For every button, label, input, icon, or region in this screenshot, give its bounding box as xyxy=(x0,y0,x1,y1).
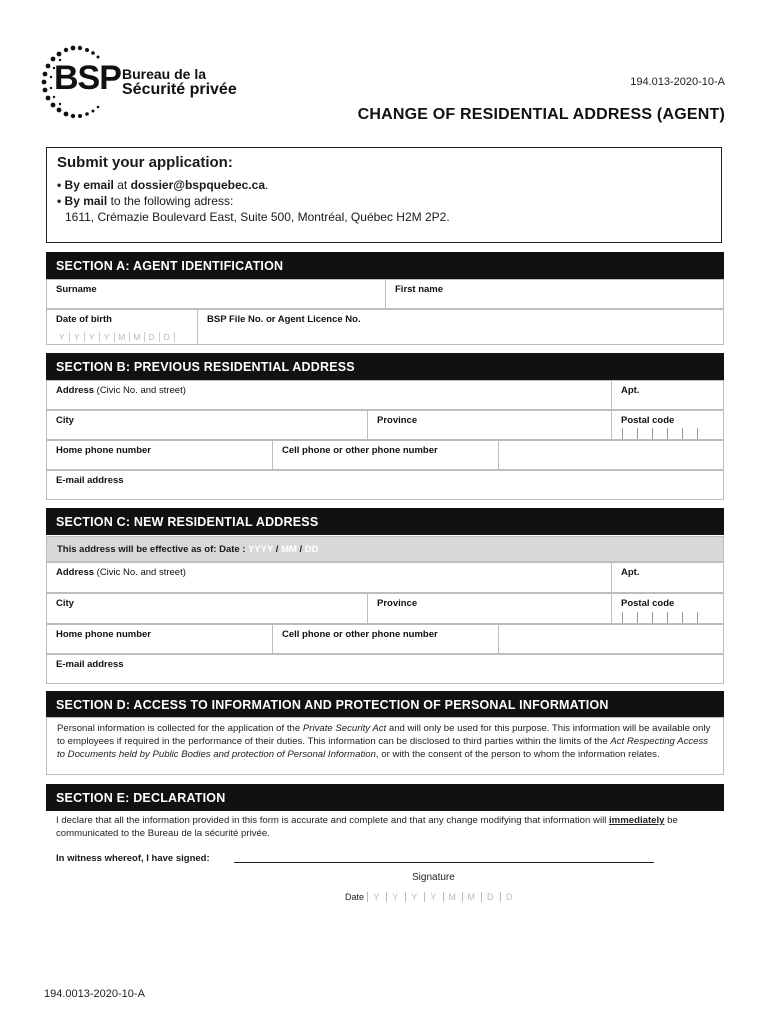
section-b-header: SECTION B: PREVIOUS RESIDENTIAL ADDRESS xyxy=(46,353,724,380)
logo-name xyxy=(122,67,237,97)
new-province-field[interactable]: Province xyxy=(367,593,612,624)
logo-name-line1: Bureau de la xyxy=(122,66,207,82)
submit-box xyxy=(46,147,722,243)
prev-cell-phone-field[interactable] xyxy=(498,440,724,470)
postal-code-boxes xyxy=(622,426,712,437)
signature-line[interactable] xyxy=(234,862,654,863)
new-cell-phone-field[interactable] xyxy=(498,624,724,654)
section-d-header: SECTION D: ACCESS TO INFORMATION AND PROTECTION OF PERSONAL INFORMATION xyxy=(46,691,724,718)
prev-home-phone-field[interactable]: Home phone number xyxy=(46,440,273,470)
submit-mail-line: • By mail to the following adress: xyxy=(57,194,234,208)
new-email-field[interactable]: E-mail address xyxy=(46,654,724,684)
email-link[interactable]: dossier@bspquebec.ca xyxy=(130,178,266,192)
section-e-header: SECTION E: DECLARATION xyxy=(46,784,724,811)
new-home-phone-field[interactable]: Home phone number xyxy=(46,624,273,654)
signature-label: Signature xyxy=(412,872,455,883)
new-postal-code-field[interactable]: Postal code xyxy=(611,593,724,624)
new-cell-phone-label[interactable]: Cell phone or other phone number xyxy=(272,624,499,654)
prev-email-field[interactable]: E-mail address xyxy=(46,470,724,500)
logo-name-line2: Sécurité privée xyxy=(122,81,237,98)
surname-field[interactable]: Surname xyxy=(46,279,386,309)
declaration-paragraph: I declare that all the information provided in this form is accurate and complete and that any change modifying that information will immediately be communicated to the Bureau de la sécurité privée. xyxy=(56,815,678,839)
submit-email-line: • By email at dossier@bspquebec.ca. xyxy=(57,178,269,192)
new-apt-field[interactable]: Apt. xyxy=(611,562,724,593)
effective-date-row[interactable]: This address will be effective as of: Date : YYYY / MM / DD xyxy=(46,536,724,562)
section-a-header: SECTION A: AGENT IDENTIFICATION xyxy=(46,252,724,279)
prev-postal-code-field[interactable]: Postal code xyxy=(611,410,724,440)
new-address-field[interactable]: Address (Civic No. and street) xyxy=(46,562,612,593)
submit-title: Submit your application: xyxy=(57,154,233,171)
prev-city-field[interactable]: City xyxy=(46,410,368,440)
date-placeholder: Y Y Y Y M M D D xyxy=(367,892,519,902)
signature-date-field[interactable]: Date Y Y Y Y M M D D xyxy=(345,892,519,902)
page-title: CHANGE OF RESIDENTIAL ADDRESS (AGENT) xyxy=(357,106,725,123)
bsp-logo xyxy=(38,44,248,124)
prev-apt-field[interactable]: Apt. xyxy=(611,380,724,410)
prev-address-field[interactable]: Address (Civic No. and street) xyxy=(46,380,612,410)
licence-number-field[interactable]: BSP File No. or Agent Licence No. xyxy=(197,309,724,345)
first-name-field[interactable]: First name xyxy=(385,279,724,309)
logo-mark: BSP xyxy=(54,59,121,97)
dob-placeholder: Y Y Y Y M M D D xyxy=(55,332,175,342)
section-c-header: SECTION C: NEW RESIDENTIAL ADDRESS xyxy=(46,508,724,535)
new-city-field[interactable]: City xyxy=(46,593,368,624)
postal-code-boxes xyxy=(622,610,712,621)
prev-province-field[interactable]: Province xyxy=(367,410,612,440)
form-code: 194.013-2020-10-A xyxy=(630,76,725,88)
submit-address: 1611, Crémazie Boulevard East, Suite 500, Montréal, Québec H2M 2P2. xyxy=(65,210,450,224)
footer-form-code: 194.0013-2020-10-A xyxy=(44,988,145,1000)
witness-label: In witness whereof, I have signed: xyxy=(56,853,210,864)
date-of-birth-field[interactable]: Date of birth Y Y Y Y M M D D xyxy=(46,309,198,345)
prev-cell-phone-label[interactable]: Cell phone or other phone number xyxy=(272,440,499,470)
privacy-paragraph: Personal information is collected for the application of the Private Security Act and will only be used for this purpose. This information will be available only to employees if required in the performance of their duties. This information can be disclosed to third parties within the limits of the Act Respecting Access to Documents held by Public Bodies and protection of Personal Information, or with the consent of the person to whom the information relates. xyxy=(46,717,724,775)
